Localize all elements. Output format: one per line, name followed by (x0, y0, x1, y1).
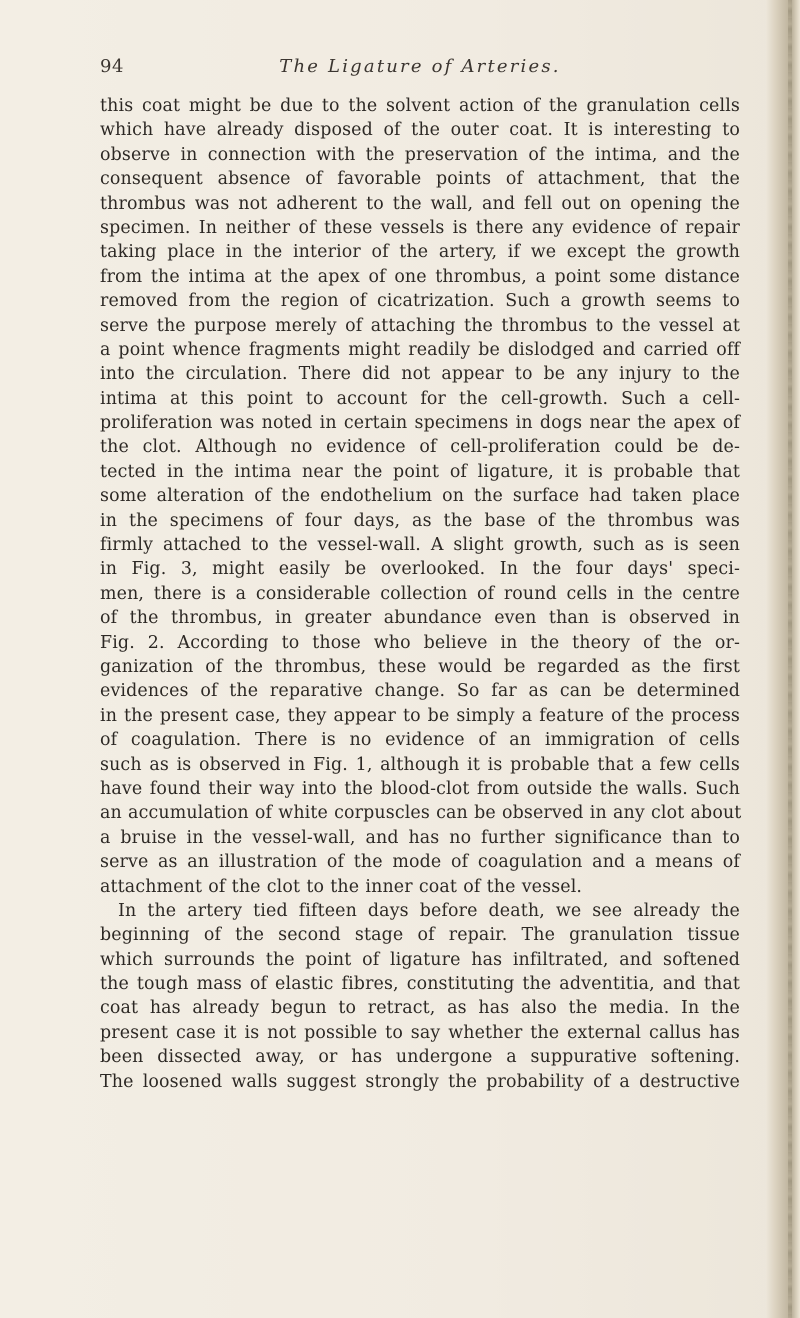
text-line: such as is observed in Fig. 1, although it is probable that a few cells (100, 754, 740, 775)
text-line: the clot. Although no evidence of cell-proliferation could be de- (100, 437, 740, 458)
text-line: serve as an illustration of the mode of coagulation and a means of (100, 852, 740, 873)
page-header (100, 56, 740, 88)
running-title: The Ligature of Arteries. (279, 56, 561, 77)
text-line: consequent absence of favorable points of attachment, that the (100, 169, 740, 190)
text-line: men, there is a considerable collection of round cells in the centre (100, 583, 740, 604)
text-line: the tough mass of elastic fibres, constituting the adventitia, and that (100, 974, 740, 995)
text-line: a bruise in the vessel-wall, and has no further significance than to (100, 827, 740, 848)
paragraph-start-line: In the artery tied fifteen days before death, we see already the (118, 900, 740, 921)
text-line: taking place in the interior of the artery, if we except the growth (100, 242, 740, 263)
binding-edge (788, 0, 792, 1318)
text-line: from the intima at the apex of one thrombus, a point some distance (100, 266, 740, 287)
body-text (100, 94, 740, 1094)
text-line: of the thrombus, in greater abundance even than is observed in (100, 608, 740, 629)
text-line: thrombus was not adherent to the wall, and fell out on opening the (100, 193, 740, 214)
text-line: serve the purpose merely of attaching the thrombus to the vessel at (100, 315, 740, 336)
text-line: a point whence fragments might readily be dislodged and carried off (100, 339, 740, 360)
text-line: ganization of the thrombus, these would be regarded as the first (100, 656, 740, 677)
paragraph-end-line: attachment of the clot to the inner coat of the vessel. (100, 876, 583, 897)
text-line: specimen. In neither of these vessels is there any evidence of repair (100, 217, 740, 238)
text-line: of coagulation. There is no evidence of an immigration of cells (100, 730, 740, 751)
text-line: in the specimens of four days, as the base of the thrombus was (100, 510, 740, 531)
text-line: which surrounds the point of ligature has infiltrated, and softened (100, 949, 740, 970)
text-line: beginning of the second stage of repair. The granulation tissue (100, 925, 740, 946)
text-line: into the circulation. There did not appear to be any injury to the (100, 364, 740, 385)
text-line: in the present case, they appear to be simply a feature of the process (100, 705, 740, 726)
text-line: tected in the intima near the point of ligature, it is probable that (100, 461, 740, 482)
text-line: intima at this point to account for the cell-growth. Such a cell- (100, 388, 740, 409)
text-line: Fig. 2. According to those who believe in the theory of the or- (100, 632, 740, 653)
text-line: proliferation was noted in certain specimens in dogs near the apex of (100, 413, 740, 434)
text-line: firmly attached to the vessel-wall. A slight growth, such as is seen (100, 535, 740, 556)
page-edge-shadow (766, 0, 800, 1318)
text-line: been dissected away, or has undergone a suppurative softening. (100, 1047, 740, 1068)
text-line: an accumulation of white corpuscles can be observed in any clot about (100, 803, 742, 824)
text-line: some alteration of the endothelium on the surface had taken place (100, 486, 740, 507)
page-number: 94 (100, 56, 124, 77)
text-line: in Fig. 3, might easily be overlooked. In the four days' speci- (100, 559, 740, 580)
text-line: evidences of the reparative change. So far as can be determined (100, 681, 740, 702)
text-line: The loosened walls suggest strongly the probability of a destructive (100, 1071, 740, 1092)
text-line: observe in connection with the preservation of the intima, and the (100, 144, 740, 165)
text-line: removed from the region of cicatrization. Such a growth seems to (100, 291, 740, 312)
text-line: this coat might be due to the solvent action of the granulation cells (100, 96, 740, 116)
text-line: have found their way into the blood-clot from outside the walls. Such (100, 778, 740, 799)
text-line: which have already disposed of the outer coat. It is interesting to (100, 120, 740, 141)
text-line: present case it is not possible to say whether the external callus has (100, 1022, 740, 1043)
text-line: coat has already begun to retract, as has also the media. In the (100, 998, 740, 1019)
